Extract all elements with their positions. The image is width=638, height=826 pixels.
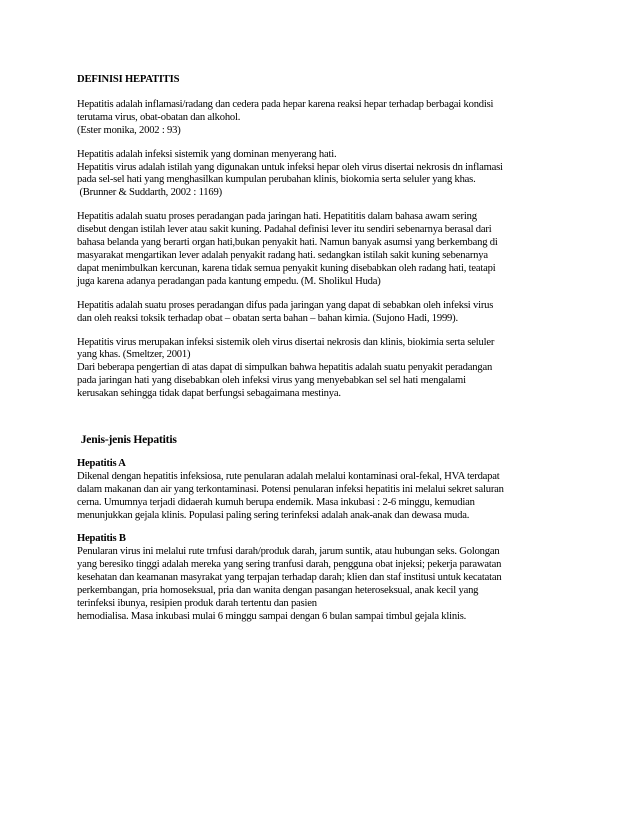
text-line: bahasa belanda yang berarti organ hati,bukan penyakit hati. Namun banyak asumsi yang berkembang di <box>77 237 498 249</box>
text-line: dalam makanan dan air yang terkontaminasi. Potensi penularan infeksi hepatitis ini melalui sekret saluran <box>77 483 504 495</box>
definition-paragraph-3 <box>77 211 565 288</box>
text-line: Hepatitis adalah infeksi sistemik yang dominan menyerang hati. <box>77 148 337 160</box>
text-line: Dari beberapa pengertian di atas dapat di simpulkan bahwa hepatitis adalah suatu penyakit peradangan <box>77 362 493 374</box>
text-line: kesehatan dan keamanan masyrakat yang terpajan terhadap darah; klien dan staf institusi untuk kecatatan <box>77 572 502 584</box>
citation: (Ester monika, 2002 : 93) <box>77 124 181 136</box>
hepatitis-b-paragraph <box>77 546 565 623</box>
definition-paragraph-2 <box>77 149 565 201</box>
text-line: cerna. Umumnya terjadi didaerah kumuh berupa endemik. Masa inkubasi : 2-6 minggu, kemudian <box>77 496 475 508</box>
text-line: hemodialisa. Masa inkubasi mulai 6 minggu sampai dengan 6 bulan sampai timbul gejala klinis. <box>77 610 467 622</box>
text-line: Dikenal dengan hepatitis infeksiosa, rute penularan adalah melalui kontaminasi oral-fekal, HVA terdapat <box>77 470 500 482</box>
text-line: Hepatitis adalah suatu proses peradangan pada jaringan hati. Hepatititis dalam bahasa awam sering <box>77 211 477 223</box>
text-line: pada sel-sel hati yang menghasilkan kumpulan perubahan klinis, biokomia serta seluler yang khas. <box>77 174 476 186</box>
text-line: masyarakat mengartikan lever adalah penyakit radang hati. sedangkan istilah sakit kuning sebenarnya <box>77 249 488 261</box>
citation: (Brunner & Suddarth, 2002 : 1169) <box>77 187 222 199</box>
text-line: yang khas. (Smeltzer, 2001) <box>77 349 191 361</box>
text-line: perkembangan, pria homoseksual, pria dan wanita dengan pasangan heteroseksual, anak kecil yang <box>77 585 479 597</box>
subheading-hepatitis-a: Hepatitis A <box>77 457 126 469</box>
text-line: kerusakan sehingga tidak dapat berfungsi sebagaimana mestinya. <box>77 388 341 400</box>
text-line: Hepatitis virus merupakan infeksi sistemik oleh virus disertai nekrosis dan klinis, biokimia serta seluler <box>77 336 495 348</box>
text-line: menunjukkan gejala klinis. Populasi paling sering terinfeksi adalah anak-anak dan dewasa muda. <box>77 509 470 521</box>
text-line: Hepatitis adalah inflamasi/radang dan cedera pada hepar karena reaksi hepar terhadap berbagai kondisi <box>77 98 494 110</box>
text-line: terutama virus, obat-obatan dan alkohol. <box>77 111 241 123</box>
text-line: yang beresiko tinggi adalah mereka yang sering tranfusi darah, pengguna obat injeksi; pekerja parawatan <box>77 559 502 571</box>
text-line: juga karena adanya peradangan pada kantung empedu. (M. Sholikul Huda) <box>77 275 381 287</box>
subheading-hepatitis-b: Hepatitis B <box>77 533 126 545</box>
page-title: DEFINISI HEPATITIS <box>77 74 180 85</box>
text-line: Penularan virus ini melalui rute trnfusi darah/produk darah, jarum suntik, atau hubungan seks. Golongan <box>77 546 500 558</box>
section-title-jenis: Jenis-jenis Hepatitis <box>78 433 177 447</box>
definition-paragraph-4 <box>77 300 565 326</box>
text-line: disebut dengan istilah lever atau sakit kuning. Padahal definisi lever itu sendiri sebenarnya berasal dari <box>77 224 492 236</box>
text-line: terinfeksi ibunya, resipien produk darah tertentu dan pasien <box>77 598 317 609</box>
text-line: pada jaringan hati yang disebabkan oleh infeksi virus yang menyebabkan sel sel hati mengalami <box>77 375 466 387</box>
text-line: Hepatitis virus adalah istilah yang digunakan untuk infeksi hepar oleh virus disertai nekrosis dn inflamasi <box>77 161 503 173</box>
text-line: dapat menimbulkan kercunan, karena tidak semua penyakit kuning disebabkan oleh radang hati, teatapi <box>77 262 496 274</box>
definition-paragraph-1 <box>77 99 565 138</box>
document-body <box>77 74 565 624</box>
hepatitis-a-paragraph <box>77 471 565 523</box>
text-line: dan oleh reaksi toksik terhadap obat – obatan serta bahan – bahan kimia. (Sujono Hadi, 1999). <box>77 312 458 324</box>
text-line: Hepatitis adalah suatu proses peradangan difus pada jaringan yang dapat di sebabkan oleh infeksi virus <box>77 299 494 311</box>
definition-paragraph-5 <box>77 337 565 402</box>
